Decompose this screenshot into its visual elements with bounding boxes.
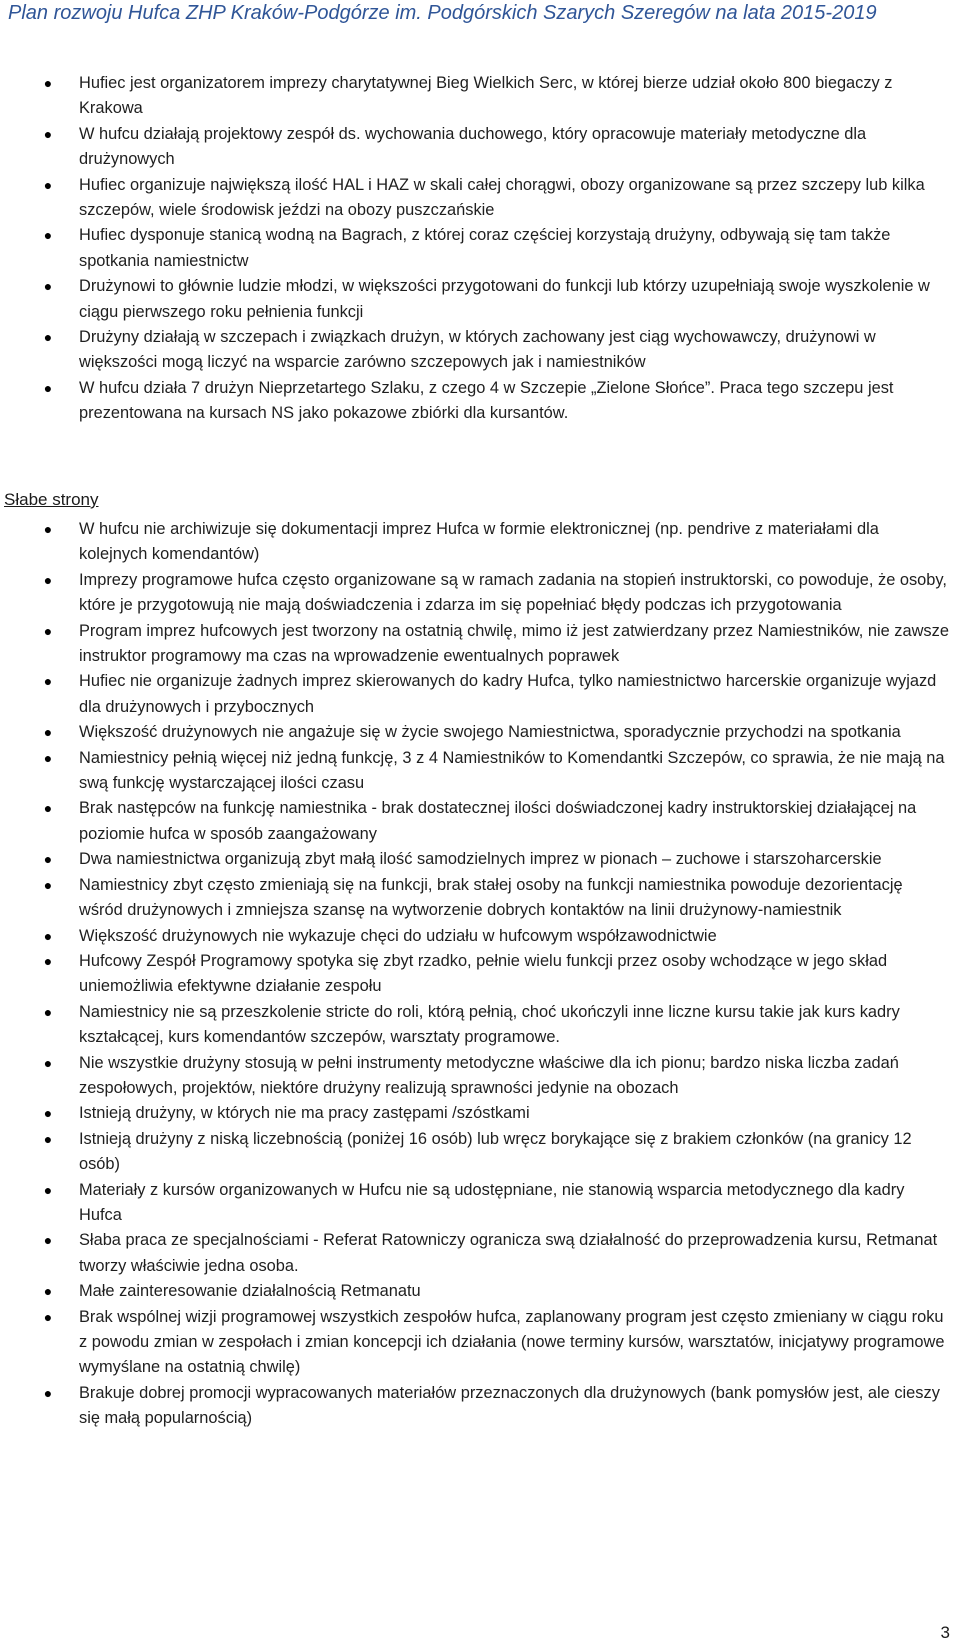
list-item — [0, 376, 960, 427]
list-item-text: Hufiec organizuje największą ilość HAL i HAZ w skali całej chorągwi, obozy organizowane są przez szczepy lub kilka szczepów, wiele środowisk jeździ na obozy puszczańskie — [79, 175, 925, 220]
list-item-text: Dwa namiestnictwa organizują zbyt małą ilość samodzielnych imprez w pionach – zuchowe i starszoharcerskie — [79, 850, 882, 869]
bullet-icon: ● — [43, 724, 53, 741]
list-item — [0, 223, 960, 274]
bullet-icon: ● — [43, 1384, 53, 1401]
bullet-icon: ● — [43, 1181, 53, 1198]
bullet-icon: ● — [43, 379, 53, 396]
bullet-icon: ● — [43, 329, 53, 346]
bullet-icon: ● — [43, 952, 53, 969]
list-item-text: Istnieją drużyny, w których nie ma pracy zastępami /szóstkami — [79, 1104, 530, 1123]
list-item-text: Imprezy programowe hufca często organizowane są w ramach zadania na stopień instruktorski, co powoduje, że osoby, które je przygotowują nie mają doświadczenia i zdarza im się popełniać błędy podczas ich przygotowania — [79, 570, 947, 615]
strengths-list — [0, 71, 960, 427]
list-item — [0, 1051, 960, 1102]
list-item — [0, 274, 960, 325]
list-item-text: Hufcowy Zespół Programowy spotyka się zbyt rzadko, pełnie wielu funkcji przez osoby wchodzące w jego skład uniemożliwia efektywne działanie zespołu — [79, 951, 888, 996]
bullet-icon: ● — [43, 1105, 53, 1122]
list-item-text: Namiestnicy zbyt często zmieniają się na funkcji, brak stałej osoby na funkcji namiestnika powoduje dezorientację wśród drużynowych i zmniejsza szansę na wytworzenie dobrych kontaktów na linii drużynowy-namiestnik — [79, 875, 903, 920]
list-item — [0, 1101, 960, 1126]
list-item — [0, 325, 960, 376]
bullet-icon: ● — [43, 800, 53, 817]
bullet-icon: ● — [43, 278, 53, 295]
bullet-icon: ● — [43, 176, 53, 193]
list-item — [0, 1127, 960, 1178]
list-item-text: Drużynowi to głównie ludzie młodzi, w większości przygotowani do funkcji lub którzy uzupełniają swoje wyszkolenie w ciągu pierwszego roku pełnienia funkcji — [79, 277, 930, 321]
list-item-text: W hufcu nie archiwizuje się dokumentacji imprez Hufca w formie elektronicznej (np. pendrive z materiałami dla kolejnych komendantów) — [79, 520, 879, 564]
bullet-icon: ● — [43, 927, 53, 944]
list-item — [0, 1279, 960, 1304]
bullet-icon: ● — [43, 75, 53, 91]
list-item-text: Większość drużynowych nie wykazuje chęci do udziału w hufcowym współzawodnictwie — [79, 926, 717, 945]
list-item — [0, 517, 960, 568]
list-item-text: Hufiec dysponuje stanicą wodną na Bagrach, z której coraz częściej korzystają drużyny, odbywają się tam także spotkania namiestnictw — [79, 226, 891, 270]
section-heading-weaknesses: Słabe strony — [4, 490, 99, 509]
list-item-text: Małe zainteresowanie działalnością Retmanatu — [79, 1282, 421, 1301]
weaknesses-list — [0, 517, 960, 1432]
list-item-text: Większość drużynowych nie angażuje się w życie swojego Namiestnictwa, sporadycznie przychodzi na spotkania — [79, 723, 901, 742]
bullet-icon: ● — [43, 876, 53, 893]
bullet-icon: ● — [43, 1054, 53, 1071]
list-item — [0, 568, 960, 619]
list-item — [0, 1000, 960, 1051]
bullet-icon: ● — [43, 571, 53, 588]
list-item-text: Nie wszystkie drużyny stosują w pełni instrumenty metodyczne właściwe dla ich pionu; bardzo niska liczba zadań zespołowych, projektów, niektóre drużyny realizują sprawności jedynie na obozach — [79, 1053, 899, 1097]
list-item-text: Drużyny działają w szczepach i związkach drużyn, w których zachowany jest ciąg wychowawczy, drużynowi w większości mogą liczyć na wsparcie zarówno szczepowych jak i namiestników — [79, 328, 876, 372]
list-item-text: W hufcu działają projektowy zespół ds. wychowania duchowego, który opracowuje materiały metodyczne dla drużynowych — [79, 124, 867, 169]
list-item-text: Brak następców na funkcję namiestnika - brak dostatecznej ilości doświadczonej kadry instruktorskiej działającej na poziomie hufca w sposób zaangażowany — [79, 799, 917, 843]
list-item — [0, 1228, 960, 1279]
bullet-icon: ● — [43, 125, 53, 142]
bullet-icon: ● — [43, 1232, 53, 1249]
list-item-text: Brakuje dobrej promocji wypracowanych materiałów przeznaczonych dla drużynowych (bank pomysłów jest, ale cieszy się małą popularnością) — [79, 1383, 940, 1428]
list-item — [0, 1305, 960, 1381]
page-header: Plan rozwoju Hufca ZHP Kraków-Podgórze im. Podgórskich Szarych Szeregów na lata 2015-2019 — [8, 2, 877, 24]
list-item — [0, 924, 960, 949]
list-item-text: Namiestnicy nie są przeszkolenie stricte do roli, którą pełnią, choć ukończyli inne liczne kursu takie jak kurs kadry kształcącej, kurs komendantów szczepów, warsztaty programowe. — [79, 1002, 900, 1047]
bullet-icon: ● — [43, 851, 53, 868]
bullet-icon: ● — [43, 622, 53, 639]
list-item-text: Hufiec jest organizatorem imprezy charytatywnej Bieg Wielkich Serc, w której bierze udział około 800 biegaczy z Krakowa — [79, 74, 893, 118]
list-item-text: Słaba praca ze specjalnościami - Referat Ratowniczy ogranicza swą działalność do przeprowadzenia kursu, Retmanat tworzy właściwie jedna osoba. — [79, 1231, 938, 1275]
bullet-icon: ● — [43, 673, 53, 690]
bullet-icon: ● — [43, 1308, 53, 1325]
list-item-text: Program imprez hufcowych jest tworzony na ostatnią chwilę, mimo iż jest zatwierdzany przez Namiestników, nie zawsze instruktor programowy ma czas na wprowadzenie ewentualnych poprawek — [79, 621, 949, 666]
list-item — [0, 669, 960, 720]
list-item-text: Hufiec nie organizuje żadnych imprez skierowanych do kadry Hufca, tylko namiestnictwo harcerskie organizuje wyjazd dla drużynowych i przybocznych — [79, 672, 937, 716]
bullet-icon: ● — [43, 1003, 53, 1020]
page-number: 3 — [940, 1623, 950, 1642]
list-item — [0, 619, 960, 670]
list-item — [0, 122, 960, 173]
list-item — [0, 1178, 960, 1229]
list-item — [0, 1381, 960, 1432]
list-item-text: Istnieją drużyny z niską liczebnością (poniżej 16 osób) lub wręcz borykające się z brakiem członków (na granicy 12 osób) — [79, 1129, 912, 1174]
bullet-icon: ● — [43, 749, 53, 766]
list-item — [0, 873, 960, 924]
list-item — [0, 71, 960, 122]
list-item-text: Materiały z kursów organizowanych w Hufcu nie są udostępniane, nie stanowią wsparcia metodycznego dla kadry Hufca — [79, 1180, 905, 1224]
list-item — [0, 746, 960, 797]
bullet-icon: ● — [43, 521, 53, 537]
bullet-icon: ● — [43, 227, 53, 244]
list-item — [0, 720, 960, 745]
list-item — [0, 949, 960, 1000]
bullet-icon: ● — [43, 1130, 53, 1147]
list-item — [0, 796, 960, 847]
list-item-text: Brak wspólnej wizji programowej wszystkich zespołów hufca, zaplanowany program jest często zmieniany w ciągu roku z powodu zmian w zespołach i zmian koncepcji ich działania (nowe terminy kursów, warsztatów, inicjatywy programowe wymyślane na ostatnią chwilę) — [79, 1307, 945, 1377]
list-item — [0, 847, 960, 872]
list-item — [0, 173, 960, 224]
bullet-icon: ● — [43, 1283, 53, 1300]
list-item-text: W hufcu działa 7 drużyn Nieprzetartego Szlaku, z czego 4 w Szczepie „Zielone Słońce”. Praca tego szczepu jest prezentowana na kursach NS jako pokazowe zbiórki dla kursantów. — [79, 378, 894, 423]
list-item-text: Namiestnicy pełnią więcej niż jedną funkcję, 3 z 4 Namiestników to Komendantki Szczepów, co sprawia, że nie mają na swą funkcję wystarczającej ilości czasu — [79, 748, 945, 793]
